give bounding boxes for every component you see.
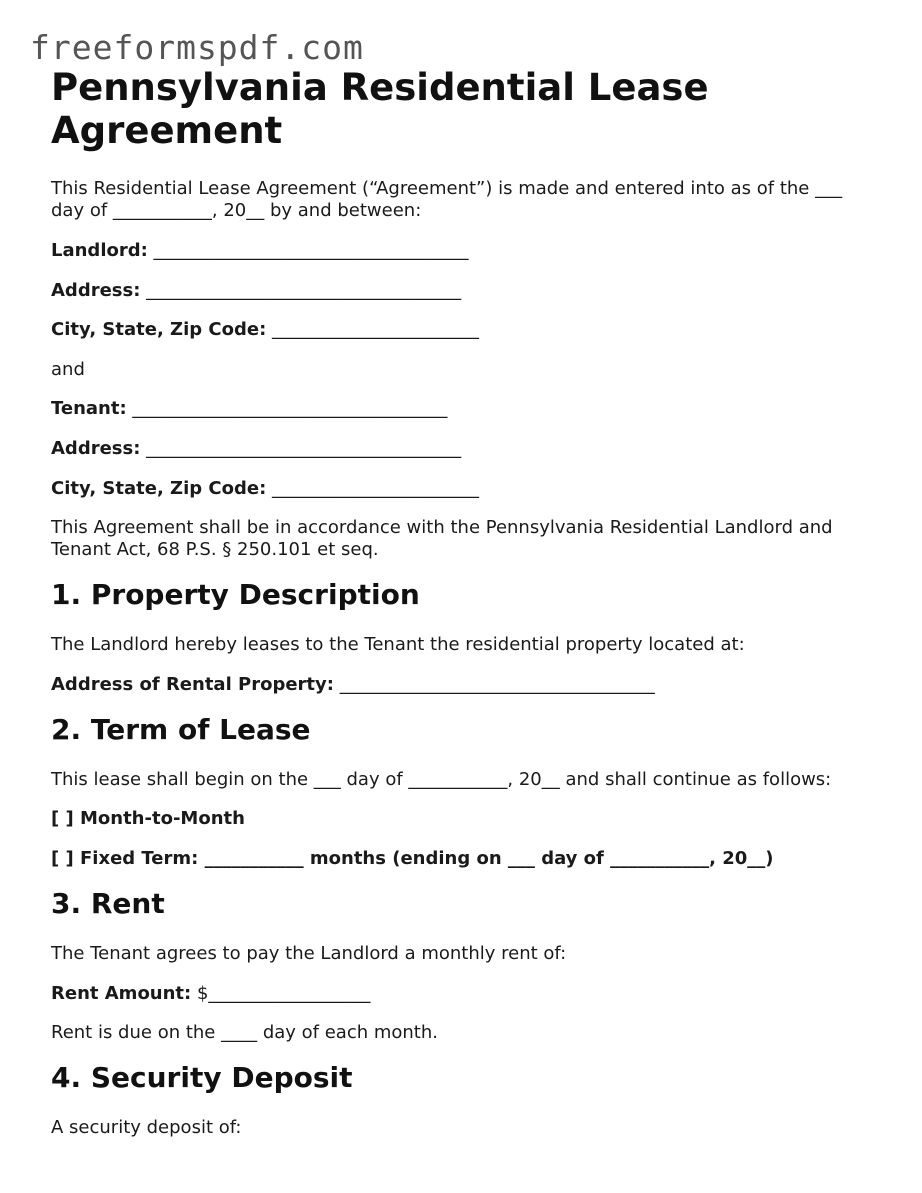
rent-due-text: Rent is due on the ____ day of each month. bbox=[51, 1022, 438, 1044]
document-title: Pennsylvania Residential Lease Agreement bbox=[51, 66, 709, 152]
landlord-address-line bbox=[51, 280, 871, 302]
section-3-heading: 3. Rent bbox=[51, 886, 165, 920]
rent-amount-line bbox=[51, 983, 871, 1005]
section-4-heading: 4. Security Deposit bbox=[51, 1061, 353, 1095]
tenant-city-blank: _______________________ bbox=[272, 477, 480, 499]
rental-address-blank: ___________________________________ bbox=[339, 673, 655, 695]
month-to-month-option bbox=[51, 808, 871, 830]
document-page bbox=[51, 66, 871, 1157]
tenant-name-label: Tenant: bbox=[51, 398, 127, 420]
landlord-city-blank: _______________________ bbox=[272, 319, 480, 341]
intro-paragraph: This Residential Lease Agreement (“Agreement”) is made and entered into as of the ___ day of ___________, 20__ by and between: bbox=[51, 178, 843, 221]
tenant-address-blank: ___________________________________ bbox=[146, 437, 462, 459]
accordance-paragraph: This Agreement shall be in accordance with the Pennsylvania Residential Landlord and Tenant Act, 68 P.S. § 250.101 et seq. bbox=[51, 517, 833, 561]
section-3-text: The Tenant agrees to pay the Landlord a monthly rent of: bbox=[51, 942, 567, 964]
rental-address-line bbox=[51, 674, 871, 696]
landlord-name-line bbox=[51, 240, 871, 262]
month-to-month-label: [ ] Month-to-Month bbox=[51, 808, 245, 830]
tenant-name-blank: ___________________________________ bbox=[132, 398, 448, 420]
tenant-address-label: Address: bbox=[51, 437, 141, 459]
tenant-name-line bbox=[51, 398, 871, 420]
landlord-city-line bbox=[51, 319, 871, 341]
fixed-term-label: [ ] Fixed Term: ___________ months (ending on ___ day of ___________, 20__) bbox=[51, 847, 774, 869]
section-2-heading: 2. Term of Lease bbox=[51, 712, 311, 746]
fixed-term-option bbox=[51, 848, 871, 870]
landlord-name-blank: ___________________________________ bbox=[153, 240, 469, 261]
landlord-address-blank: ___________________________________ bbox=[146, 279, 462, 301]
tenant-city-label: City, State, Zip Code: bbox=[51, 477, 267, 499]
landlord-city-label: City, State, Zip Code: bbox=[51, 319, 267, 341]
section-1-text: The Landlord hereby leases to the Tenant the residential property located at: bbox=[51, 634, 745, 656]
landlord-address-label: Address: bbox=[51, 279, 141, 301]
tenant-city-line bbox=[51, 478, 871, 500]
and-text: and bbox=[51, 358, 85, 380]
section-2-text: This lease shall begin on the ___ day of ___________, 20__ and shall continue as follows: bbox=[51, 768, 832, 790]
tenant-address-line bbox=[51, 438, 871, 460]
section-4-text: A security deposit of: bbox=[51, 1117, 242, 1139]
rent-amount-label: Rent Amount: bbox=[51, 982, 192, 1004]
rent-amount-blank: $__________________ bbox=[196, 982, 371, 1004]
landlord-name-label: Landlord: bbox=[51, 240, 148, 261]
section-1-heading: 1. Property Description bbox=[51, 578, 420, 612]
watermark: freeformspdf.com bbox=[30, 28, 364, 67]
rental-address-label: Address of Rental Property: bbox=[51, 673, 334, 695]
